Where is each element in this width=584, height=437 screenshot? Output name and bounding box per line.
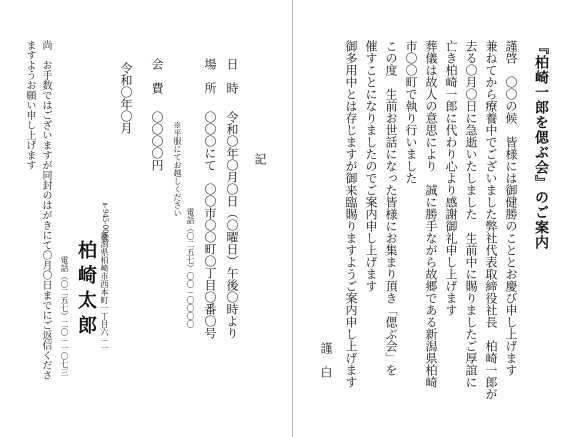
date-label: 日 時 [225,58,239,94]
body-line-5: 葬儀は故人の意思により 誠に勝手ながら故郷である新潟県柏崎 [424,40,438,388]
fee-label: 会 費 [150,58,164,94]
postscript-line-1: 尚 お手数ではございますが同封のはがきにて〇月〇日までにご返信くださ [40,40,51,380]
body-line-4: 亡き柏崎一郎に代わり心より感謝御礼申し上げます [444,40,458,316]
sender-address: 新潟県柏崎市西本町一丁目六－一 [100,232,109,352]
body-line-1: 謹啓 〇〇の候 皆様には御健勝のこととお慶び申し上げます [504,40,518,376]
fee-value: 〇〇〇〇円 [150,111,164,171]
dress-note: ※平服にてお越しください [173,121,182,217]
body-line-7: この度 生前お世話になった皆様にお集まり頂き「偲ぶ会」を [384,40,398,376]
page-fold-line [292,0,293,437]
place-tel: 電話（〇二五七）〇〇－〇〇〇〇 [186,208,195,328]
invitation-title: 『柏崎一郎を偲ぶ会』のご案内 [533,40,549,250]
body-line-3: 去る〇月〇日に急逝いたしました 生前中に賜りましたご厚誼に [464,40,478,388]
body-line-6: 市〇〇町で執り行いました [404,40,418,184]
body-line-9: 御多用中とは存じますが御来臨賜りますようご案内申し上げます [344,40,358,388]
body-line-2: 兼ねてから療養中でございました弊社代表取締役社長 柏崎一郎が [484,40,498,400]
sender-name: 柏崎太郎 [75,240,97,340]
closing-word: 謹 白 [319,342,333,378]
postal-code: 〒945-0066 [101,202,109,243]
postscript-line-2: ますようお願い申し上げます [24,40,35,170]
date-line: 令和〇年〇月 [119,62,133,134]
date-value: 令和〇年〇月〇日（〇曜日）午後〇時より [225,111,239,339]
body-line-8: 催すことになりましたのでご案内申し上げます [364,40,378,292]
sender-tel: 電話（〇二五七）二〇－一〇七三 [60,256,69,376]
place-label: 場 所 [203,58,217,94]
ki-heading: 記 [253,153,267,165]
place-value: 〇〇〇にて 〇〇市〇〇町〇丁目〇番〇号 [203,111,217,339]
